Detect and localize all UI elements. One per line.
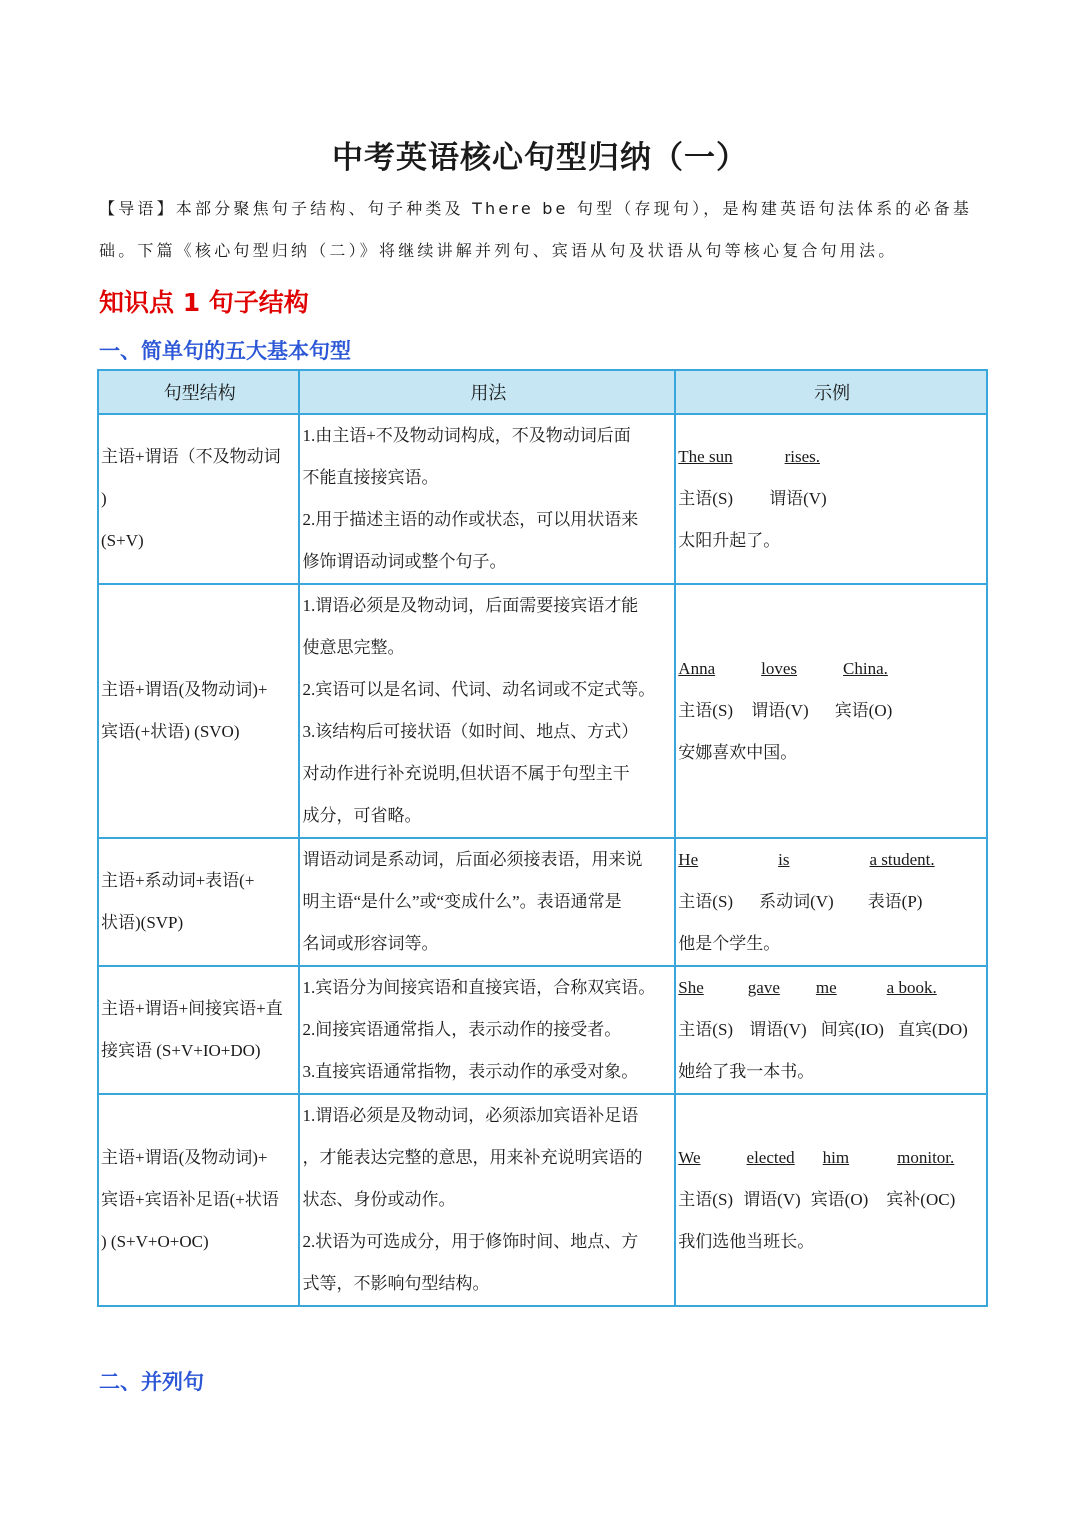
usage-cell-lines	[302, 839, 674, 965]
example-roles	[678, 1179, 986, 1221]
usage-line: 明主语“是什么”或“变成什么”。表语通常是	[302, 892, 622, 911]
example-role: 间宾(IO)	[820, 1020, 884, 1039]
example-translation: 他是个学生。	[678, 934, 781, 953]
example-sentence	[678, 839, 986, 881]
usage-line: 2.状语为可选成分，用于修饰时间、地点、方	[302, 1232, 639, 1251]
example-word: gave	[747, 978, 780, 997]
example-role: 谓语(V)	[743, 1190, 801, 1209]
usage-line: 不能直接接宾语。	[302, 468, 439, 487]
example-sentence	[678, 1137, 986, 1179]
example-cell-lines	[678, 839, 986, 965]
table-row	[98, 1094, 987, 1306]
example-word: The sun	[678, 447, 733, 466]
usage-line: 状态、身份或动作。	[302, 1190, 456, 1209]
structure-cell	[98, 1094, 299, 1306]
example-role: 直宾(DO)	[897, 1020, 968, 1039]
usage-cell-lines	[302, 415, 674, 583]
structure-line: 主语+谓语(及物动词)+	[101, 1148, 268, 1167]
structure-line: (S+V)	[101, 531, 144, 550]
example-cell-lines	[678, 436, 986, 562]
usage-line: 1.谓语必须是及物动词，后面需要接宾语才能	[302, 596, 639, 615]
example-role: 宾语(O)	[834, 701, 893, 720]
example-word: a student.	[869, 850, 935, 869]
structure-cell	[98, 966, 299, 1094]
example-word: He	[678, 850, 699, 869]
example-translation: 太阳升起了。	[678, 531, 781, 550]
structure-line: 宾语(+状语) (SVO)	[101, 722, 240, 741]
example-cell	[675, 966, 987, 1094]
example-cell	[675, 584, 987, 838]
usage-cell	[299, 966, 675, 1094]
usage-line: 修饰谓语动词或整个句子。	[302, 552, 507, 571]
usage-line: 使意思完整。	[302, 638, 405, 657]
table-row	[98, 414, 987, 584]
column-header-example: 示例	[675, 370, 987, 414]
example-roles	[678, 881, 986, 923]
structure-cell-lines	[101, 860, 298, 944]
example-cell	[675, 838, 987, 966]
example-role: 宾语(O)	[810, 1190, 869, 1209]
example-role: 谓语(V)	[749, 1020, 807, 1039]
example-word: We	[678, 1148, 701, 1167]
page-title: 中考英语核心句型归纳（一）	[332, 140, 748, 176]
usage-cell	[299, 838, 675, 966]
structure-cell	[98, 414, 299, 584]
table-row	[98, 838, 987, 966]
example-roles	[678, 690, 986, 732]
intro-paragraph	[99, 188, 985, 272]
structure-line: 宾语+宾语补足语(+状语	[101, 1190, 279, 1209]
example-sentence	[678, 648, 986, 690]
structure-line: 主语+谓语(及物动词)+	[101, 680, 268, 699]
structure-line: 接宾语 (S+V+IO+DO)	[101, 1041, 261, 1060]
structure-line: )	[101, 489, 107, 508]
usage-line: ，才能表达完整的意思，用来补充说明宾语的	[302, 1148, 643, 1167]
example-word: She	[678, 978, 704, 997]
structure-cell-lines	[101, 436, 298, 562]
structure-line: ) (S+V+O+OC)	[101, 1232, 209, 1251]
example-word: Anna	[678, 659, 716, 678]
usage-cell-lines	[302, 585, 674, 837]
example-sentence	[678, 967, 986, 1009]
example-word: loves	[761, 659, 798, 678]
example-role: 主语(S)	[678, 489, 734, 508]
usage-cell-lines	[302, 1095, 674, 1305]
usage-cell-lines	[302, 967, 674, 1093]
structure-cell-lines	[101, 1137, 298, 1263]
usage-line: 名词或形容词等。	[302, 934, 439, 953]
example-word: me	[815, 978, 837, 997]
structure-line: 主语+谓语（不及物动词	[101, 447, 281, 466]
example-cell-lines	[678, 648, 986, 774]
usage-line: 式等，不影响句型结构。	[302, 1274, 490, 1293]
example-word: China.	[843, 659, 888, 678]
example-role: 谓语(V)	[751, 701, 809, 720]
structure-line: 状语)(SVP)	[101, 913, 184, 932]
usage-cell	[299, 414, 675, 584]
example-role: 系动词(V)	[759, 892, 834, 911]
usage-cell	[299, 584, 675, 838]
example-word: is	[778, 850, 790, 869]
example-role: 谓语(V)	[769, 489, 827, 508]
usage-cell	[299, 1094, 675, 1306]
section-heading: 二、并列句	[99, 1370, 204, 1394]
column-header-usage: 用法	[299, 370, 675, 414]
example-cell-lines	[678, 1137, 986, 1263]
usage-line: 对动作进行补充说明,但状语不属于句型主干	[302, 764, 630, 783]
usage-line: 2.用于描述主语的动作或状态，可以用状语来	[302, 510, 639, 529]
table-row	[98, 584, 987, 838]
example-roles	[678, 1009, 986, 1051]
usage-line: 3.直接宾语通常指物，表示动作的承受对象。	[302, 1062, 639, 1081]
example-word: him	[822, 1148, 850, 1167]
table-row	[98, 966, 987, 1094]
structure-cell-lines	[101, 988, 298, 1072]
column-header-structure: 句型结构	[98, 370, 299, 414]
usage-line: 谓语动词是系动词，后面必须接表语，用来说	[302, 850, 643, 869]
section-heading: 一、简单句的五大基本句型	[99, 339, 351, 363]
example-roles	[678, 478, 986, 520]
structure-line: 主语+系动词+表语(+	[101, 871, 255, 890]
example-word: a book.	[886, 978, 937, 997]
usage-line: 1.谓语必须是及物动词，必须添加宾语补足语	[302, 1106, 639, 1125]
usage-line: 成分，可省略。	[302, 806, 422, 825]
example-sentence	[678, 436, 986, 478]
example-role: 主语(S)	[678, 1190, 734, 1209]
example-cell	[675, 414, 987, 584]
example-translation: 安娜喜欢中国。	[678, 743, 798, 762]
example-role: 表语(P)	[867, 892, 923, 911]
sentence-pattern-table	[97, 369, 988, 1307]
example-translation: 她给了我一本书。	[678, 1062, 815, 1081]
structure-line: 主语+谓语+间接宾语+直	[101, 999, 283, 1018]
example-word: elected	[746, 1148, 795, 1167]
example-role: 主语(S)	[678, 701, 734, 720]
table-header-row	[98, 370, 987, 414]
usage-line: 1.宾语分为间接宾语和直接宾语，合称双宾语。	[302, 978, 656, 997]
usage-line: 3.该结构后可接状语（如时间、地点、方式）	[302, 722, 639, 741]
example-cell	[675, 1094, 987, 1306]
intro-line: 础。下篇《核心句型归纳（二）》将继续讲解并列句、宾语从句及状语从句等核心复合句用法。	[99, 241, 898, 260]
usage-line: 2.间接宾语通常指人，表示动作的接受者。	[302, 1020, 622, 1039]
usage-line: 2.宾语可以是名词、代词、动名词或不定式等。	[302, 680, 656, 699]
intro-line: 【导语】本部分聚焦句子结构、句子种类及 There be 句型（存现句），是构建英语句法体系的必备基	[99, 199, 973, 218]
example-word: monitor.	[897, 1148, 955, 1167]
example-role: 主语(S)	[678, 892, 734, 911]
example-translation: 我们选他当班长。	[678, 1232, 815, 1251]
usage-line: 1.由主语+不及物动词构成，不及物动词后面	[302, 426, 631, 445]
example-cell-lines	[678, 967, 986, 1093]
structure-cell	[98, 838, 299, 966]
example-role: 宾补(OC)	[886, 1190, 956, 1209]
structure-cell-lines	[101, 669, 298, 753]
knowledge-point-heading: 知识点 1 句子结构	[99, 288, 309, 317]
example-role: 主语(S)	[678, 1020, 734, 1039]
example-word: rises.	[784, 447, 821, 466]
structure-cell	[98, 584, 299, 838]
